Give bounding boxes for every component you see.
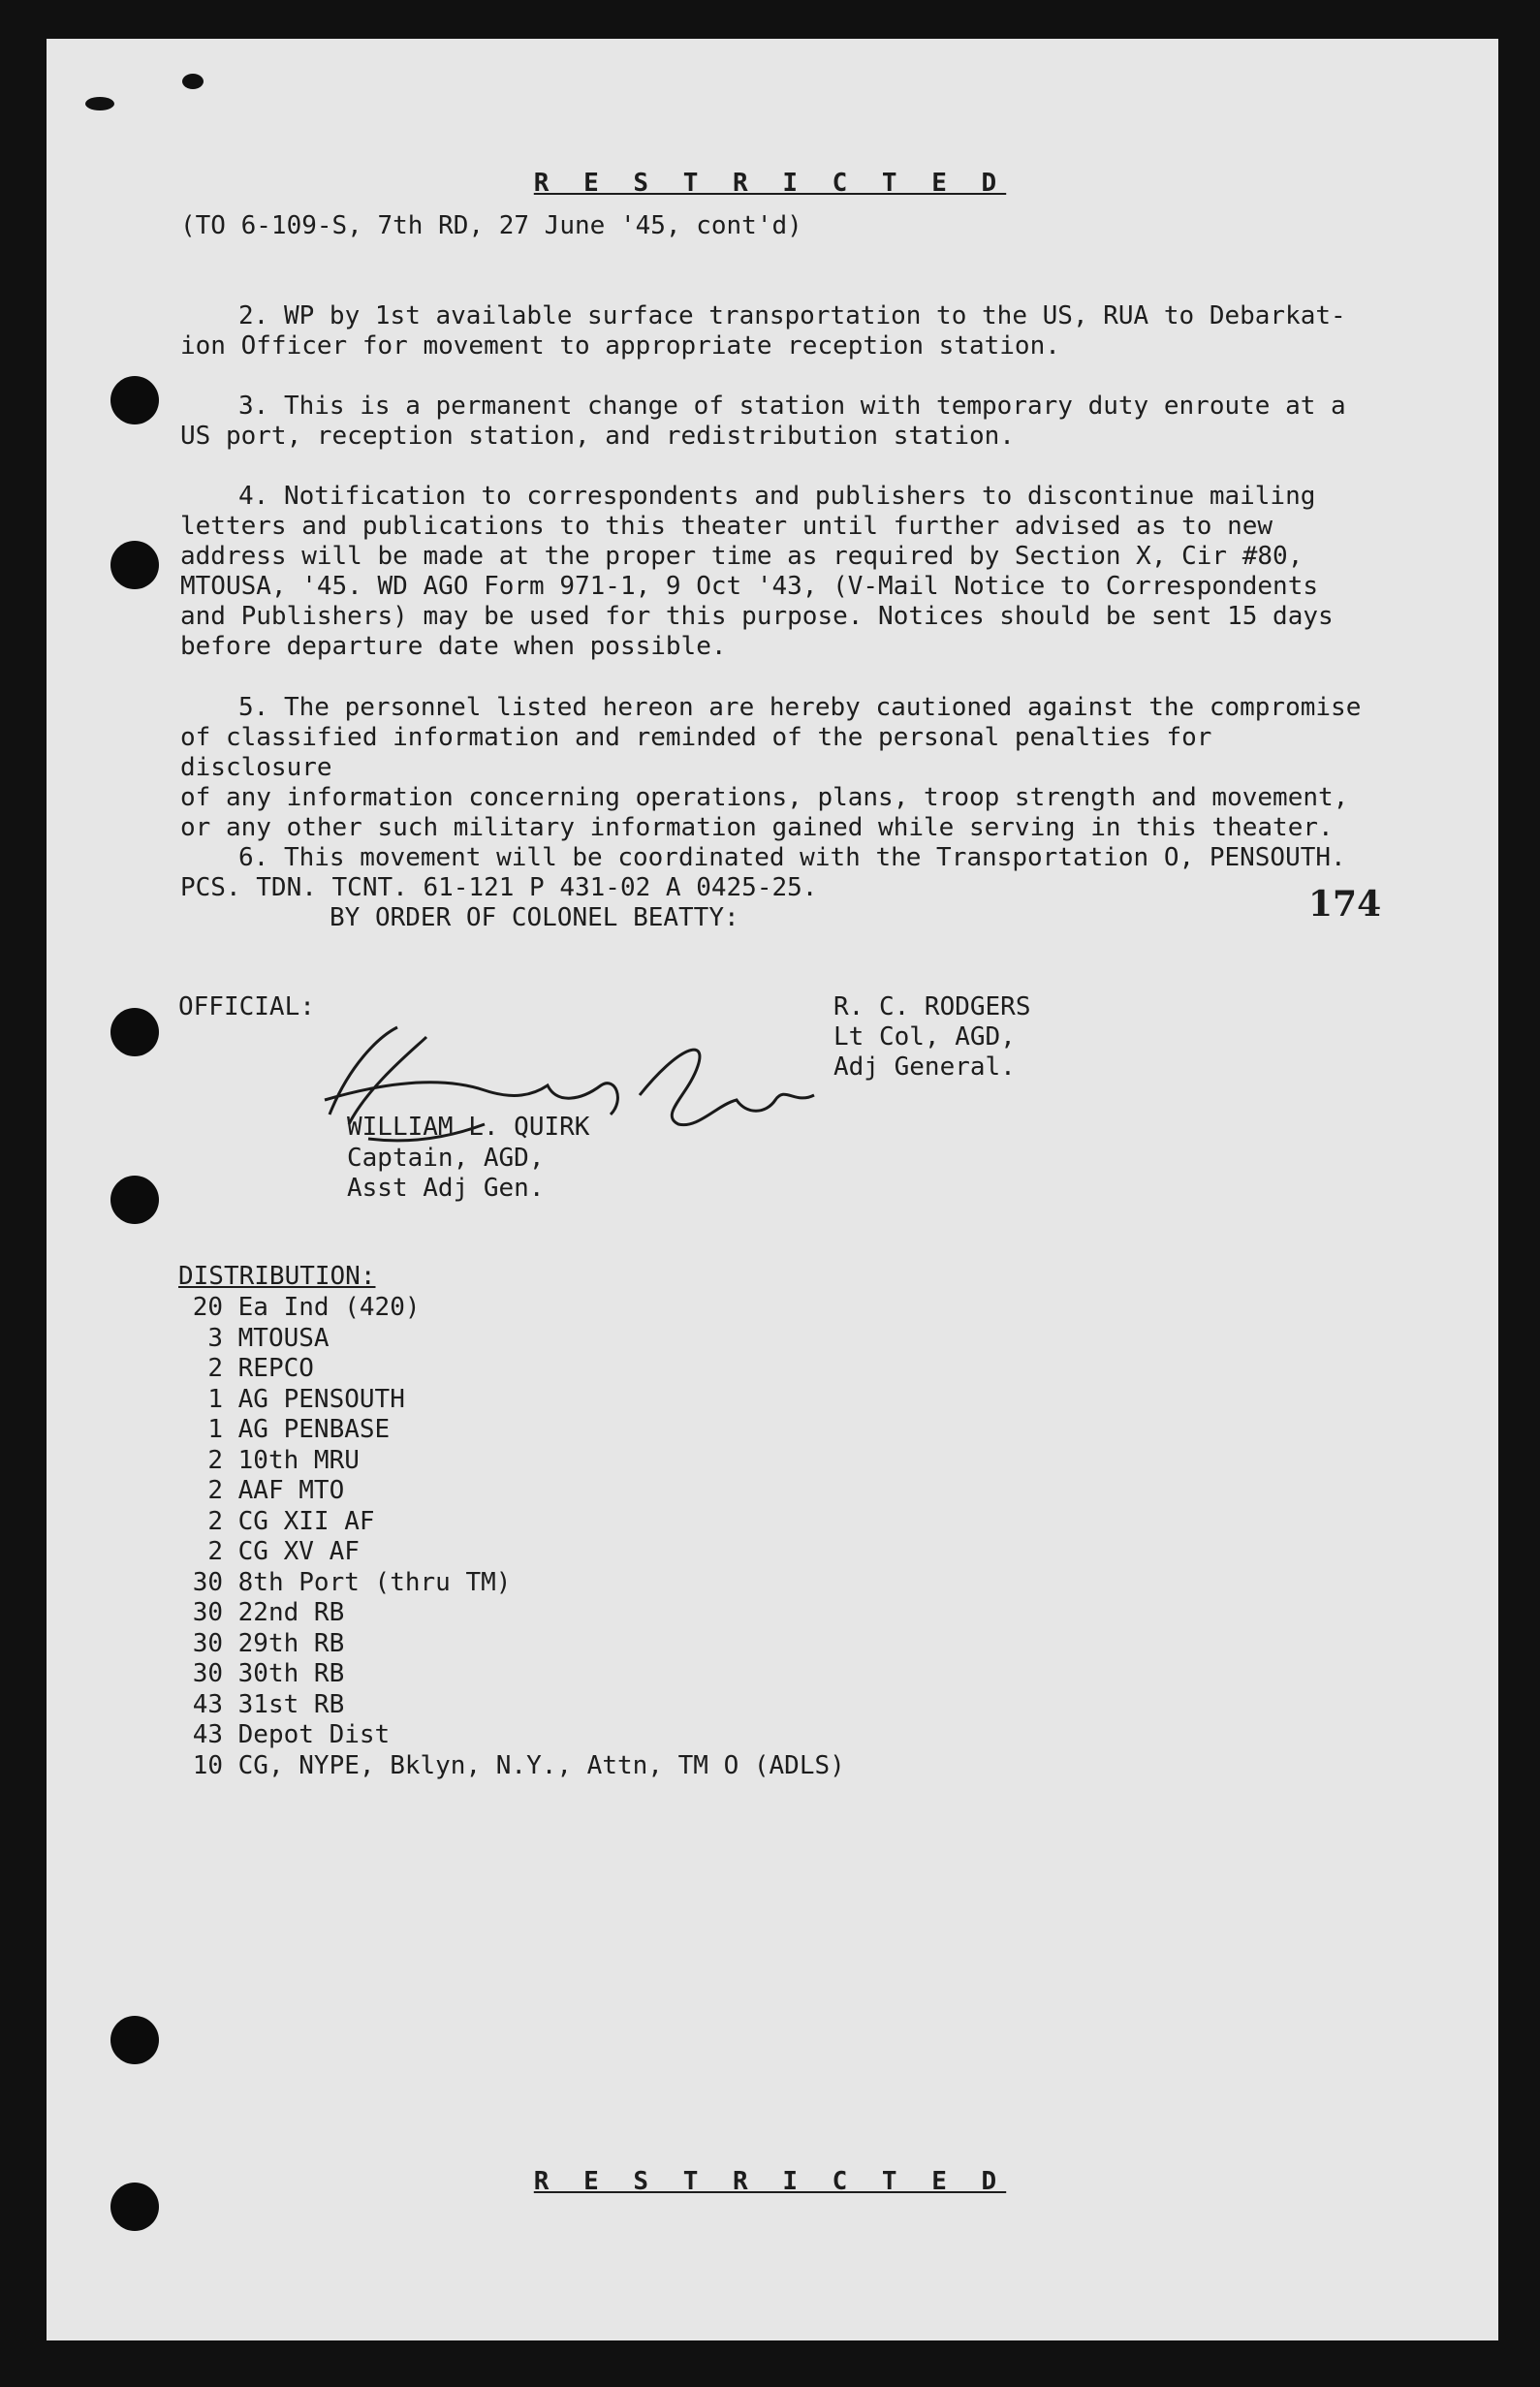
commander-rank: Lt Col, AGD, bbox=[833, 1022, 1016, 1052]
by-order-line: BY ORDER OF COLONEL BEATTY: bbox=[330, 903, 739, 932]
paragraph-6 bbox=[180, 813, 1372, 903]
list-item: 20 Ea Ind (420) bbox=[192, 1293, 421, 1322]
reference-line: (TO 6-109-S, 7th RD, 27 June '45, cont'd) bbox=[180, 211, 802, 240]
paragraph-text: This is a permanent change of station with temporary duty enroute at a US port, reception station, and redistribution station. bbox=[180, 392, 1346, 451]
official-title: Asst Adj Gen. bbox=[347, 1174, 545, 1203]
official-rank: Captain, AGD, bbox=[347, 1144, 545, 1173]
list-item: 2 CG XII AF bbox=[207, 1506, 375, 1536]
punch-hole bbox=[110, 2016, 159, 2064]
paragraph-number: 6. bbox=[238, 843, 269, 872]
paragraph-3 bbox=[180, 361, 1372, 452]
page-number: 174 bbox=[1308, 884, 1382, 925]
list-item: 2 REPCO bbox=[207, 1354, 314, 1383]
paragraph-text: WP by 1st available surface transportation to the US, RUA to Debarkat- ion Officer for movement to appropriate reception station. bbox=[180, 301, 1346, 361]
list-item: 3 MTOUSA bbox=[207, 1323, 330, 1353]
list-item: 43 Depot Dist bbox=[192, 1720, 391, 1749]
punch-hole bbox=[110, 1176, 159, 1224]
punch-hole bbox=[110, 376, 159, 424]
list-item: 1 AG PENSOUTH bbox=[207, 1384, 405, 1414]
official-name: WILLIAM L. QUIRK bbox=[347, 1113, 590, 1142]
list-item: 10 CG, NYPE, Bklyn, N.Y., Attn, TM O (ADLS) bbox=[192, 1750, 845, 1780]
list-item: 2 10th MRU bbox=[207, 1445, 360, 1475]
paragraph-text: Notification to correspondents and publishers to discontinue mailing letters and publications to this theater until further advised as to new address will be made at the proper time as required by Section X, Cir #80, MTOUSA, '45. WD AGO Form 971-1, 9 Oct '43, (V-Mail Notice to Correspondents and Publishers) may be used for this purpose. Notices should be sent 15 days before departure date when possible. bbox=[180, 482, 1334, 661]
paragraph-2 bbox=[180, 271, 1372, 361]
paragraph-4 bbox=[180, 452, 1372, 662]
list-item: 30 29th RB bbox=[192, 1628, 345, 1658]
commander-title: Adj General. bbox=[833, 1052, 1016, 1082]
classification-header: R E S T R I C T E D bbox=[533, 169, 1007, 198]
list-item: 43 31st RB bbox=[192, 1689, 345, 1719]
punch-hole bbox=[110, 1008, 159, 1056]
list-item: 2 CG XV AF bbox=[207, 1537, 360, 1566]
list-item: 1 AG PENBASE bbox=[207, 1415, 391, 1444]
distribution-heading: DISTRIBUTION: bbox=[178, 1262, 376, 1291]
list-item: 30 22nd RB bbox=[192, 1598, 345, 1627]
list-item: 2 AAF MTO bbox=[207, 1476, 345, 1505]
commander-name: R. C. RODGERS bbox=[833, 992, 1031, 1021]
paragraph-text: This movement will be coordinated with the Transportation O, PENSOUTH. PCS. TDN. TCNT. 61-121 P 431-02 A 0425-25. bbox=[180, 843, 1346, 902]
paragraph-text: The personnel listed hereon are hereby cautioned against the compromise of classified information and reminded of the personal penalties for disclosure of any information concerning operations, plans, troop strength and movement, or any other such military information gained while serving in this theater. bbox=[180, 693, 1362, 842]
list-item: 30 30th RB bbox=[192, 1659, 345, 1688]
official-label: OFFICIAL: bbox=[178, 992, 315, 1021]
paragraph-number: 3. bbox=[238, 392, 269, 421]
ink-speck bbox=[182, 74, 204, 89]
list-item: 30 8th Port (thru TM) bbox=[192, 1567, 512, 1597]
ink-speck bbox=[85, 97, 114, 110]
classification-footer: R E S T R I C T E D bbox=[533, 2167, 1007, 2196]
distribution-list bbox=[178, 1293, 845, 1781]
punch-hole bbox=[110, 541, 159, 589]
paragraph-number: 2. bbox=[238, 301, 269, 330]
paragraph-number: 5. bbox=[238, 693, 269, 722]
paragraph-number: 4. bbox=[238, 482, 269, 511]
